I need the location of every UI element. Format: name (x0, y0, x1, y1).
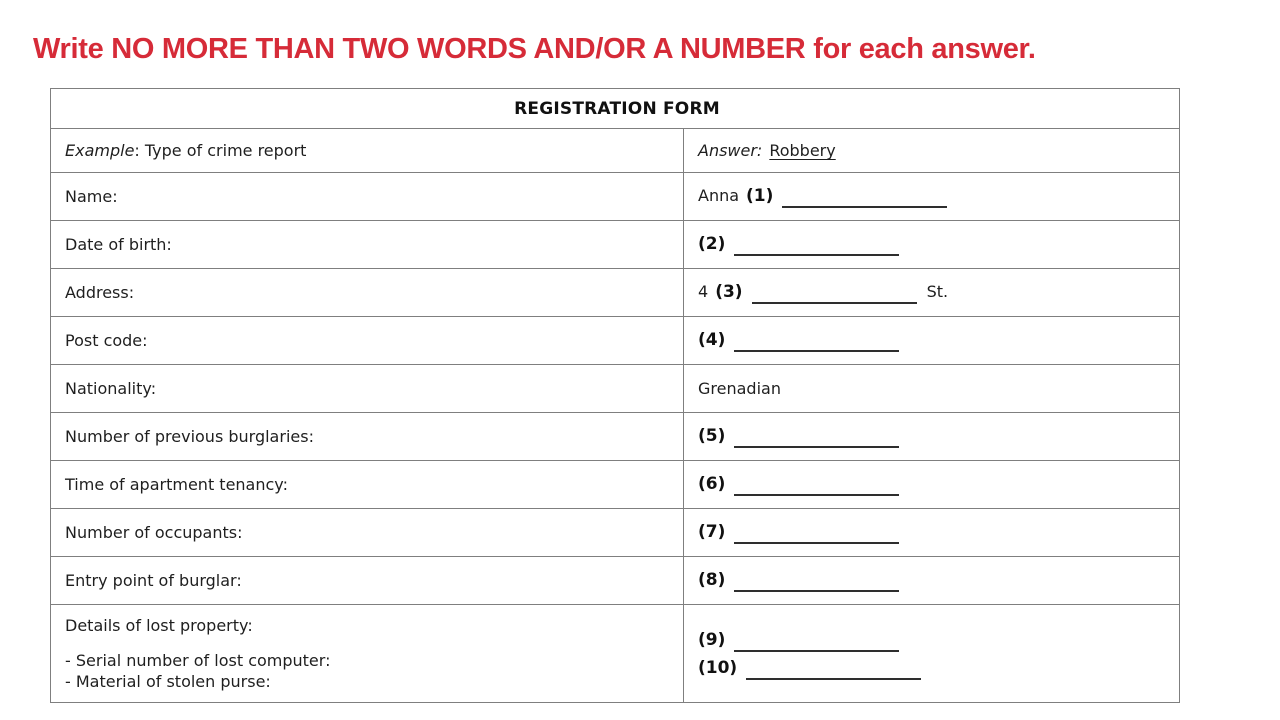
answer-number: (4) (698, 329, 726, 350)
details-sub-item: - Material of stolen purse: (65, 672, 271, 691)
table-row (51, 173, 1180, 221)
registration-form-table (50, 88, 1180, 703)
instruction-heading: Write NO MORE THAN TWO WORDS AND/OR A NUMBER for each answer. (33, 33, 1036, 65)
field-label: Entry point of burglar: (51, 557, 684, 605)
table-row (51, 365, 1180, 413)
example-answer-cell (684, 129, 1180, 173)
answer-cell (684, 221, 1180, 269)
field-label: Time of apartment tenancy: (51, 461, 684, 509)
answer-value: Grenadian (698, 379, 781, 398)
details-answer-cell (684, 605, 1180, 703)
answer-number: (9) (698, 629, 726, 650)
field-label: Address: (51, 269, 684, 317)
answer-blank (734, 444, 899, 448)
answer-prefix: 4 (698, 281, 709, 301)
answer-number: (3) (715, 281, 743, 302)
example-label-cell (51, 129, 684, 173)
answer-cell (684, 317, 1180, 365)
answer-word: Answer: (698, 141, 763, 160)
answer-blank (734, 348, 899, 352)
answer-number: (10) (698, 657, 738, 678)
answer-cell (684, 269, 1180, 317)
answer-cell (684, 557, 1180, 605)
answer-number: (5) (698, 425, 726, 446)
field-label: Name: (51, 173, 684, 221)
answer-number: (7) (698, 521, 726, 542)
answer-blank (782, 204, 947, 208)
field-label: Number of previous burglaries: (51, 413, 684, 461)
field-label: Nationality: (51, 365, 684, 413)
table-row (51, 605, 1180, 703)
table-row (51, 221, 1180, 269)
table-row (51, 129, 1180, 173)
answer-number: (1) (746, 185, 774, 206)
answer-cell (684, 509, 1180, 557)
answer-cell (684, 461, 1180, 509)
answer-blank (734, 252, 899, 256)
answer-cell (684, 413, 1180, 461)
answer-prefix: Anna (698, 185, 740, 205)
answer-blank (752, 300, 917, 304)
details-sub-item: - Serial number of lost computer: (65, 651, 331, 670)
table-row (51, 317, 1180, 365)
example-label-rest: : Type of crime report (134, 141, 307, 160)
details-label-cell (51, 605, 684, 703)
answer-blank (734, 588, 899, 592)
table-row (51, 461, 1180, 509)
answer-number: (6) (698, 473, 726, 494)
field-label: Date of birth: (51, 221, 684, 269)
table-row (51, 413, 1180, 461)
answer-blank (734, 648, 899, 652)
table-row (51, 509, 1180, 557)
table-row (51, 557, 1180, 605)
field-label: Number of occupants: (51, 509, 684, 557)
details-label: Details of lost property: (65, 616, 253, 635)
answer-cell (684, 365, 1180, 413)
form-title: REGISTRATION FORM (51, 89, 1180, 129)
answer-blank (734, 492, 899, 496)
table-row (51, 89, 1180, 129)
table-row (51, 269, 1180, 317)
answer-suffix: St. (926, 281, 949, 301)
answer-blank (734, 540, 899, 544)
answer-blank (746, 676, 921, 680)
field-label: Post code: (51, 317, 684, 365)
answer-cell (684, 173, 1180, 221)
answer-number: (8) (698, 569, 726, 590)
example-word: Example (65, 141, 135, 160)
answer-number: (2) (698, 233, 726, 254)
example-answer-value: Robbery (769, 141, 836, 160)
